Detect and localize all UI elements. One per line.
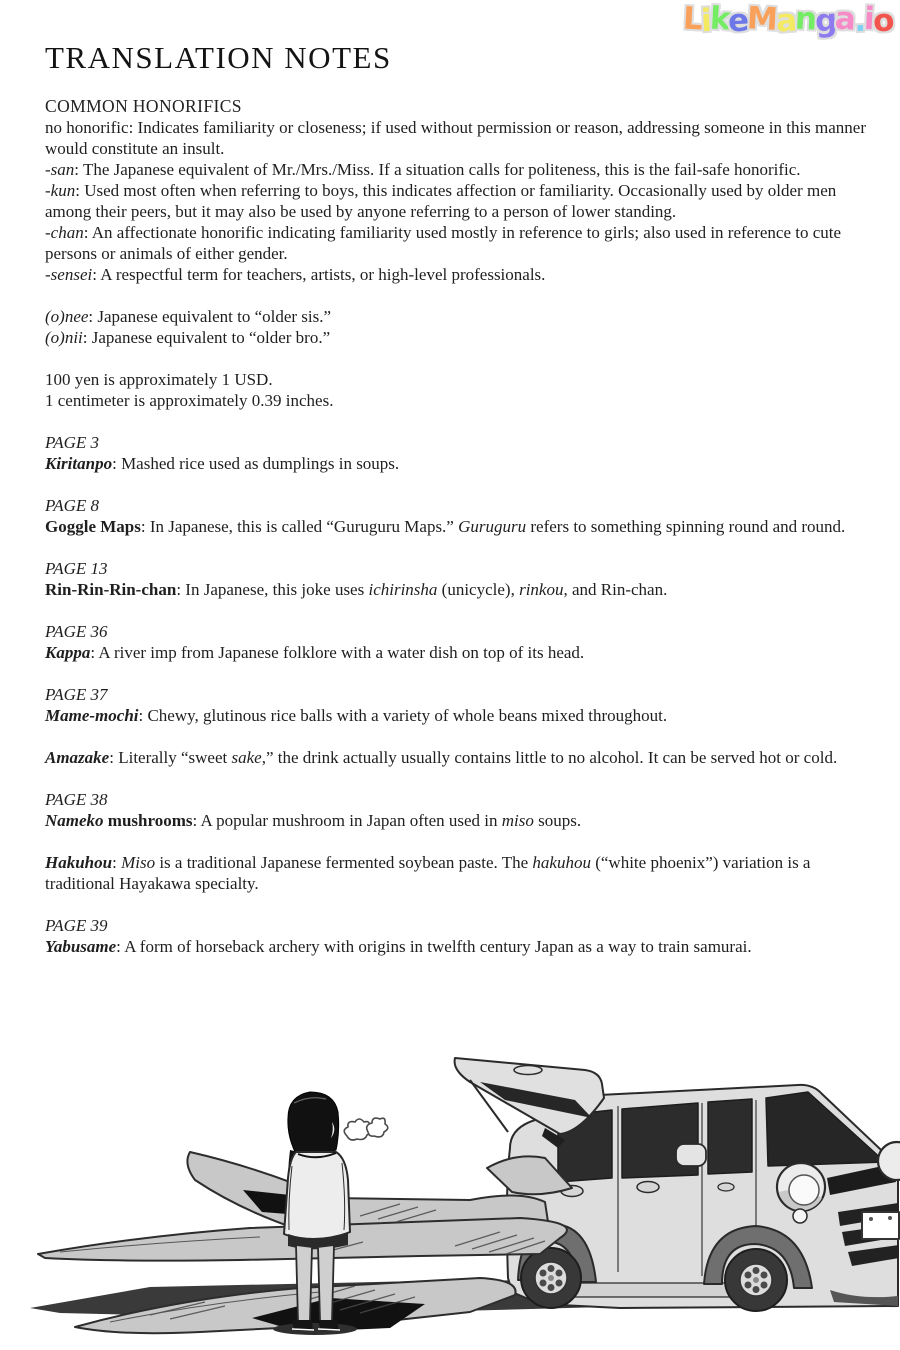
note-block [45,495,881,537]
honorifics-section [45,96,881,285]
note-block [45,621,881,663]
front-wheel [725,1249,787,1311]
site-watermark: LikeManga.io [682,0,893,40]
conversion-line: 100 yen is approximately 1 USD. [45,370,273,389]
honorific-paragraph: no honorific: Indicates familiarity or closeness; if used without permission or reason, addressing someone in this manner would constitute an insult. [45,118,867,158]
note-page-label: PAGE 3 [45,433,99,452]
note-block [45,432,881,474]
note-page-label: PAGE 13 [45,559,108,578]
note-paragraph: Rin-Rin-Rin-chan: In Japanese, this joke uses ichirinsha (unicycle), rinkou, and Rin-chan. [45,580,668,599]
page-title: TRANSLATION NOTES [45,40,392,75]
note-paragraph: Kiritanpo: Mashed rice used as dumplings in soups. [45,454,400,473]
equivalents-section [45,306,881,348]
rear-wheel [521,1248,581,1308]
conversion-line: 1 centimeter is approximately 0.39 inches. [45,391,334,410]
note-paragraph: Nameko mushrooms: A popular mushroom in Japan often used in miso soups. [45,811,582,830]
note-page-label: PAGE 38 [45,790,108,809]
section-heading: COMMON HONORIFICS [45,96,242,116]
note-paragraph: Goggle Maps: In Japanese, this is called “Guruguru Maps.” Guruguru refers to something spinning round and round. [45,517,846,536]
text-column [45,40,881,957]
honorific-paragraph: -kun: Used most often when referring to boys, this indicates affection or familiarity. Occasionally used by older men among their peers, but it may also be used by anyone referring to a person of lower standing. [45,181,837,221]
note-paragraph: Mame-mochi: Chewy, glutinous rice balls with a variety of whole beans mixed throughout. [45,706,668,725]
honorific-paragraph: -chan: An affectionate honorific indicating familiarity used mostly in reference to girls; also used in reference to cute persons or animals of either gender. [45,223,842,263]
note-paragraph: Kappa: A river imp from Japanese folklore with a water dish on top of its head. [45,643,585,662]
note-page-label: PAGE 37 [45,685,108,704]
note-block [45,558,881,600]
note-paragraph: Amazake: Literally “sweet sake,” the drink actually usually contains little to no alcohol. It can be served hot or cold. [45,748,838,767]
note-block [45,684,881,768]
note-block [45,915,881,957]
note-paragraph: Yabusame: A form of horseback archery with origins in twelfth century Japan as a way to train samurai. [45,937,752,956]
equivalent-line: (o)nee: Japanese equivalent to “older sis.” [45,307,332,326]
honorific-paragraph: -san: The Japanese equivalent of Mr./Mrs./Miss. If a situation calls for politeness, this is the fail-safe honorific. [45,160,801,179]
equivalent-line: (o)nii: Japanese equivalent to “older bro.” [45,328,331,347]
note-page-label: PAGE 39 [45,916,108,935]
bottom-illustration [0,1040,900,1350]
note-paragraph: Hakuhou: Miso is a traditional Japanese fermented soybean paste. The hakuhou (“white phoenix”) variation is a traditional Hayakawa specialty. [45,853,811,893]
note-block [45,789,881,894]
note-page-label: PAGE 36 [45,622,108,641]
conversions-section [45,369,881,411]
honorific-paragraph: -sensei: A respectful term for teachers, artists, or high-level professionals. [45,265,546,284]
note-page-label: PAGE 8 [45,496,99,515]
